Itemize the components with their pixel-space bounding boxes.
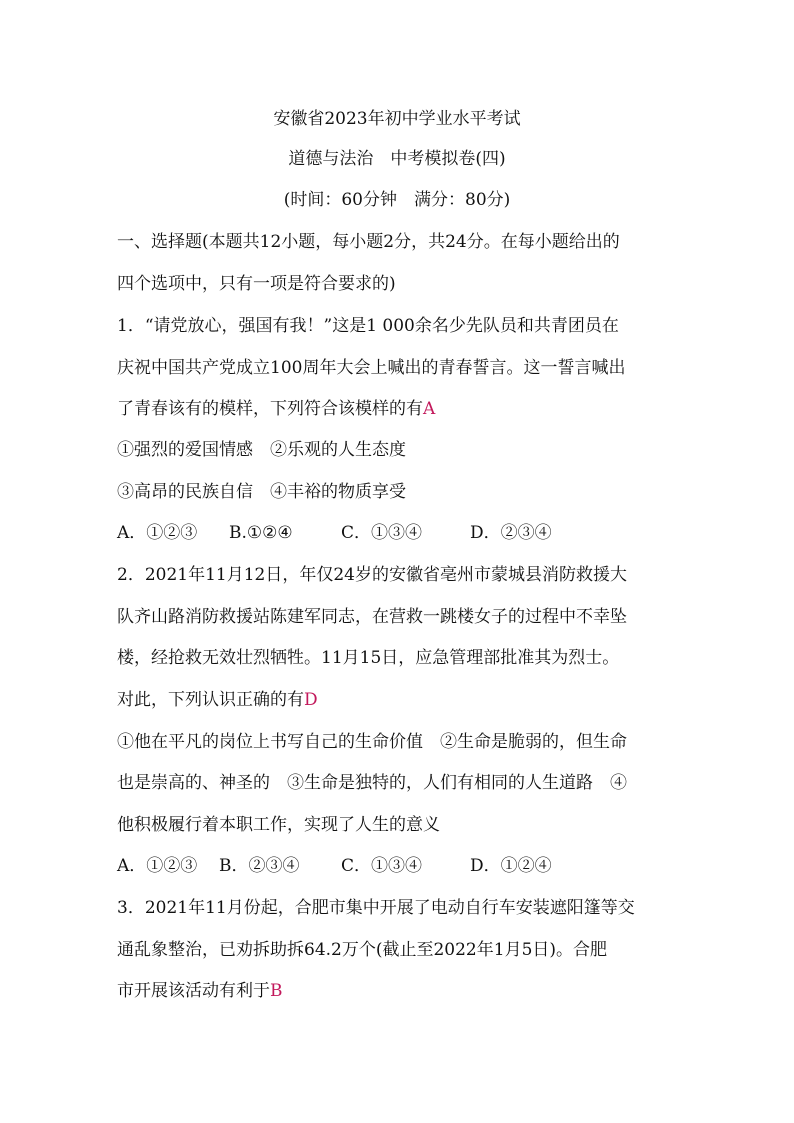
q2-option-a: A．①②③ — [117, 856, 198, 876]
q3-stem-text: 市开展该活动有利于 — [117, 981, 270, 1001]
q3-answer: B — [270, 981, 283, 1001]
q3-stem-line-2: 通乱象整治，已劝拆助拆64.2万个(截止至2022年1月5日)。合肥 — [117, 940, 608, 960]
q1-answer: A — [423, 399, 436, 419]
section-heading-line-2: 四个选项中，只有一项是符合要求的) — [117, 274, 396, 294]
q1-option-d: D．②③④ — [470, 523, 552, 543]
exam-subtitle: 道德与法治 中考模拟卷(四) — [288, 149, 506, 169]
q2-option-c: C．①③④ — [341, 856, 423, 876]
q1-statements-line-2: ③高昂的民族自信 ④丰裕的物质享受 — [117, 482, 406, 502]
q1-statements-line-1: ①强烈的爱国情感 ②乐观的人生态度 — [117, 440, 406, 460]
q1-option-c: C．①③④ — [341, 523, 423, 543]
q2-options — [117, 854, 552, 878]
q1-option-a: A．①②③ — [117, 523, 198, 543]
q1-option-b: B.①②④ — [229, 523, 293, 543]
q1-stem-line-1: 1．“请党放心，强国有我！”这是1 000余名少先队员和共青团员在 — [117, 316, 619, 336]
q2-stem-line-1: 2．2021年11月12日，年仅24岁的安徽省亳州市蒙城县消防救援大 — [117, 565, 627, 585]
q1-options — [117, 521, 552, 545]
exam-time-info: (时间：60分钟 满分：80分) — [283, 190, 511, 210]
section-heading-line-1: 一、选择题(本题共12小题，每小题2分，共24分。在每小题给出的 — [117, 232, 620, 252]
exam-title: 安徽省2023年初中学业水平考试 — [273, 109, 521, 129]
q1-stem-text: 了青春该有的模样，下列符合该模样的有 — [117, 399, 423, 419]
q3-stem-line-1: 3．2021年11月份起，合肥市集中开展了电动自行车安装遮阳篷等交 — [117, 898, 635, 918]
q1-stem-line-2: 庆祝中国共产党成立100周年大会上喊出的青春誓言。这一誓言喊出 — [117, 358, 626, 378]
q1-stem-line-3 — [117, 397, 435, 421]
q2-stem-line-2: 队齐山路消防救援站陈建军同志，在营救一跳楼女子的过程中不幸坠 — [117, 607, 627, 627]
q2-statements-line-3: 他积极履行着本职工作，实现了人生的意义 — [117, 815, 440, 835]
q2-answer: D — [304, 690, 318, 710]
q3-stem-line-3 — [117, 979, 283, 1003]
q2-stem-text: 对此，下列认识正确的有 — [117, 690, 304, 710]
q2-statements-line-1: ①他在平凡的岗位上书写自己的生命价值 ②生命是脆弱的，但生命 — [117, 732, 627, 752]
q2-stem-line-3: 楼，经抢救无效壮烈牺牲。11月15日，应急管理部批准其为烈士。 — [117, 648, 620, 668]
q2-option-d: D．①②④ — [470, 856, 552, 876]
q2-statements-line-2: 也是崇高的、神圣的 ③生命是独特的，人们有相同的人生道路 ④ — [117, 773, 627, 793]
q2-stem-line-4 — [117, 688, 318, 712]
q2-option-b: B．②③④ — [219, 856, 300, 876]
